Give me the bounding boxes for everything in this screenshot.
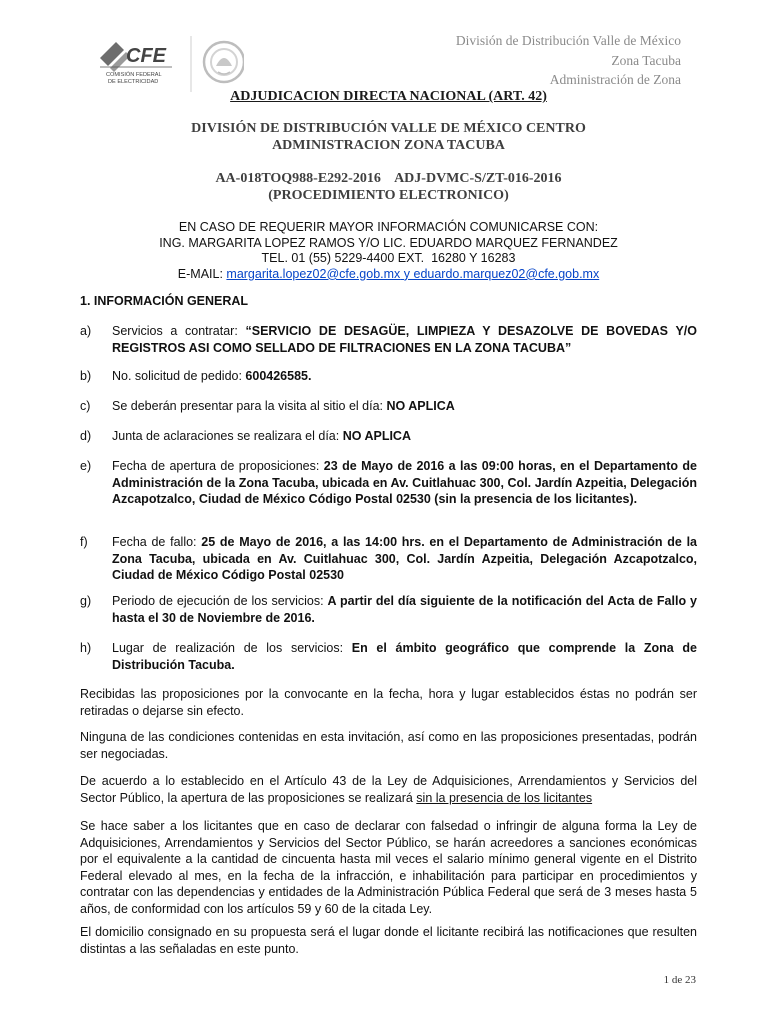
item-text: Servicios a contratar: xyxy=(112,324,246,338)
item-text: Lugar de realización de los servicios: xyxy=(112,641,352,655)
article-43-emphasis: sin la presencia de los licitantes xyxy=(416,790,593,805)
item-label: e) xyxy=(80,459,92,473)
division-line-1: DIVISIÓN DE DISTRIBUCIÓN VALLE DE MÉXICO CENTRO xyxy=(191,121,586,136)
list-item xyxy=(80,534,697,584)
item-label: c) xyxy=(80,399,91,413)
paragraph-proposals: Recibidas las proposiciones por la convocante en la fecha, hora y lugar establecidos éstas no podrán ser retiradas o dejarse sin efecto. xyxy=(80,687,697,718)
list-item xyxy=(80,323,697,356)
procedure-type: (PROCEDIMIENTO ELECTRONICO) xyxy=(268,188,509,203)
contact-emails xyxy=(80,267,697,283)
header-zone: Zona Tacuba xyxy=(611,52,681,68)
document-title: ADJUDICACION DIRECTA NACIONAL (ART. 42) xyxy=(230,89,547,104)
svg-text:COMISIÓN FEDERAL: COMISIÓN FEDERAL xyxy=(106,72,162,78)
item-label: d) xyxy=(80,429,92,443)
item-value: “SERVICIO DE DESAGÜE, LIMPIEZA Y DESAZOLVE DE BOVEDAS Y/O REGISTROS ASI COMO SELLADO DE FILTRACIONES EN LA ZONA TACUBA” xyxy=(112,324,697,355)
contact-intro: EN CASO DE REQUERIR MAYOR INFORMACIÓN COMUNICARSE CON: xyxy=(178,220,599,234)
item-label: f) xyxy=(80,535,88,549)
item-value: En el ámbito geográfico que comprende la Zona de Distribución Tacuba. xyxy=(112,641,697,672)
contact-phone: TEL. 01 (55) 5229-4400 EXT. 16280 Y 16283 xyxy=(261,251,516,266)
logo-wordmark: CFE xyxy=(126,45,166,67)
paragraph-conditions: Ninguna de las condiciones contenidas en esta invitación, así como en las proposiciones presentadas, podrán ser negociadas. xyxy=(80,730,697,761)
division-heading xyxy=(80,120,697,154)
header-organization xyxy=(456,31,681,90)
header-division: División de Distribución Valle de México xyxy=(455,33,681,48)
procedure-codes: AA-018TOQ988-E292-2016 ADJ-DVMC-S/ZT-016-2016 xyxy=(215,171,562,186)
item-label: g) xyxy=(80,594,92,608)
email-link-1[interactable]: margarita.lopez02@cfe.gob.mx xyxy=(226,266,401,281)
list-item xyxy=(80,458,697,508)
item-value: NO APLICA xyxy=(342,429,411,443)
email-label: E-MAIL: xyxy=(177,266,227,281)
email-separator: y xyxy=(400,266,414,281)
list-item xyxy=(80,398,697,415)
item-value: NO APLICA xyxy=(386,399,455,413)
item-text: Fecha de fallo: xyxy=(112,535,202,549)
page-number: 1 de 23 xyxy=(663,974,696,986)
item-value: 600426585. xyxy=(245,369,312,383)
list-item xyxy=(80,593,697,626)
list-item xyxy=(80,428,697,445)
header-administration: Administración de Zona xyxy=(549,72,681,87)
item-value: 25 de Mayo de 2016, a las 14:00 hrs. en el Departamento de Administración de la Zona Tacuba, ubicada en Av. Cuitlahuac 300, Col. Jardín Azpeitia, Delegación Azcapotzalco, Ciudad de México Código Postal 02530 xyxy=(112,535,698,582)
item-value: A partir del día siguiente de la notificación del Acta de Fallo y hasta el 30 de Noviembre de 2016. xyxy=(112,594,697,625)
item-text: Junta de aclaraciones se realizara el día: xyxy=(112,429,343,443)
item-value: 23 de Mayo de 2016 a las 09:00 horas, en el Departamento de Administración de la Zona Tacuba, ubicada en Av. Cuitlahuac 300, Col. Jardín Azpeitia, Delegación Azcapotzalco, Ciudad de México Código Postal 02530 (sin la presencia de los licitantes). xyxy=(112,459,697,506)
item-text: Fecha de apertura de proposiciones: xyxy=(112,459,324,473)
paragraph-article-43 xyxy=(80,773,697,806)
paragraph-domicile: El domicilio consignado en su propuesta será el lugar donde el licitante recibirá las notificaciones que resulten distintas a las señaladas en este punto. xyxy=(80,925,697,956)
procedure-heading xyxy=(80,170,697,204)
item-text: Se deberán presentar para la visita al sitio el día: xyxy=(112,399,387,413)
item-label: b) xyxy=(80,369,92,383)
list-item xyxy=(80,640,697,673)
section-title: 1. INFORMACIÓN GENERAL xyxy=(80,294,249,308)
item-label: a) xyxy=(80,324,92,338)
item-text: Periodo de ejecución de los servicios: xyxy=(112,594,328,608)
svg-text:DE ELECTRICIDAD: DE ELECTRICIDAD xyxy=(108,79,159,85)
list-item xyxy=(80,368,697,385)
email-link-2[interactable]: eduardo.marquez02@cfe.gob.mx xyxy=(413,266,600,281)
contact-info xyxy=(80,220,697,282)
division-line-2: ADMINISTRACION ZONA TACUBA xyxy=(272,138,505,153)
cfe-logo xyxy=(94,36,244,92)
item-label: h) xyxy=(80,641,92,655)
mexican-coat-of-arms-icon xyxy=(204,42,244,82)
paragraph-sanctions: Se hace saber a los licitantes que en caso de declarar con falsedad o infringir de alguna forma la Ley de Adquisiciones, Arrendamientos y Servicios del Sector Público, se harán acreedores a sanciones económicas por el equivalente a la cantidad de cincuenta hasta mil veces el salario mínimo general vigente en el Distrito Federal elevado al mes, en la fecha de la infracción, e inhabilitación para participar en procedimientos y contratar con las dependencias y entidades de la Administración Pública Federal que será de 3 meses hasta 5 años, de conformidad con los artículos 59 y 60 de la citada Ley. xyxy=(80,819,697,916)
contact-names: ING. MARGARITA LOPEZ RAMOS Y/O LIC. EDUARDO MARQUEZ FERNANDEZ xyxy=(159,235,618,250)
article-43-text: De acuerdo a lo establecido en el Artículo 43 de la Ley de Adquisiciones, Arrendamientos y Servicios del Sector Público, la apertura de las proposiciones se realizará xyxy=(80,774,697,805)
item-text: No. solicitud de pedido: xyxy=(112,369,246,383)
